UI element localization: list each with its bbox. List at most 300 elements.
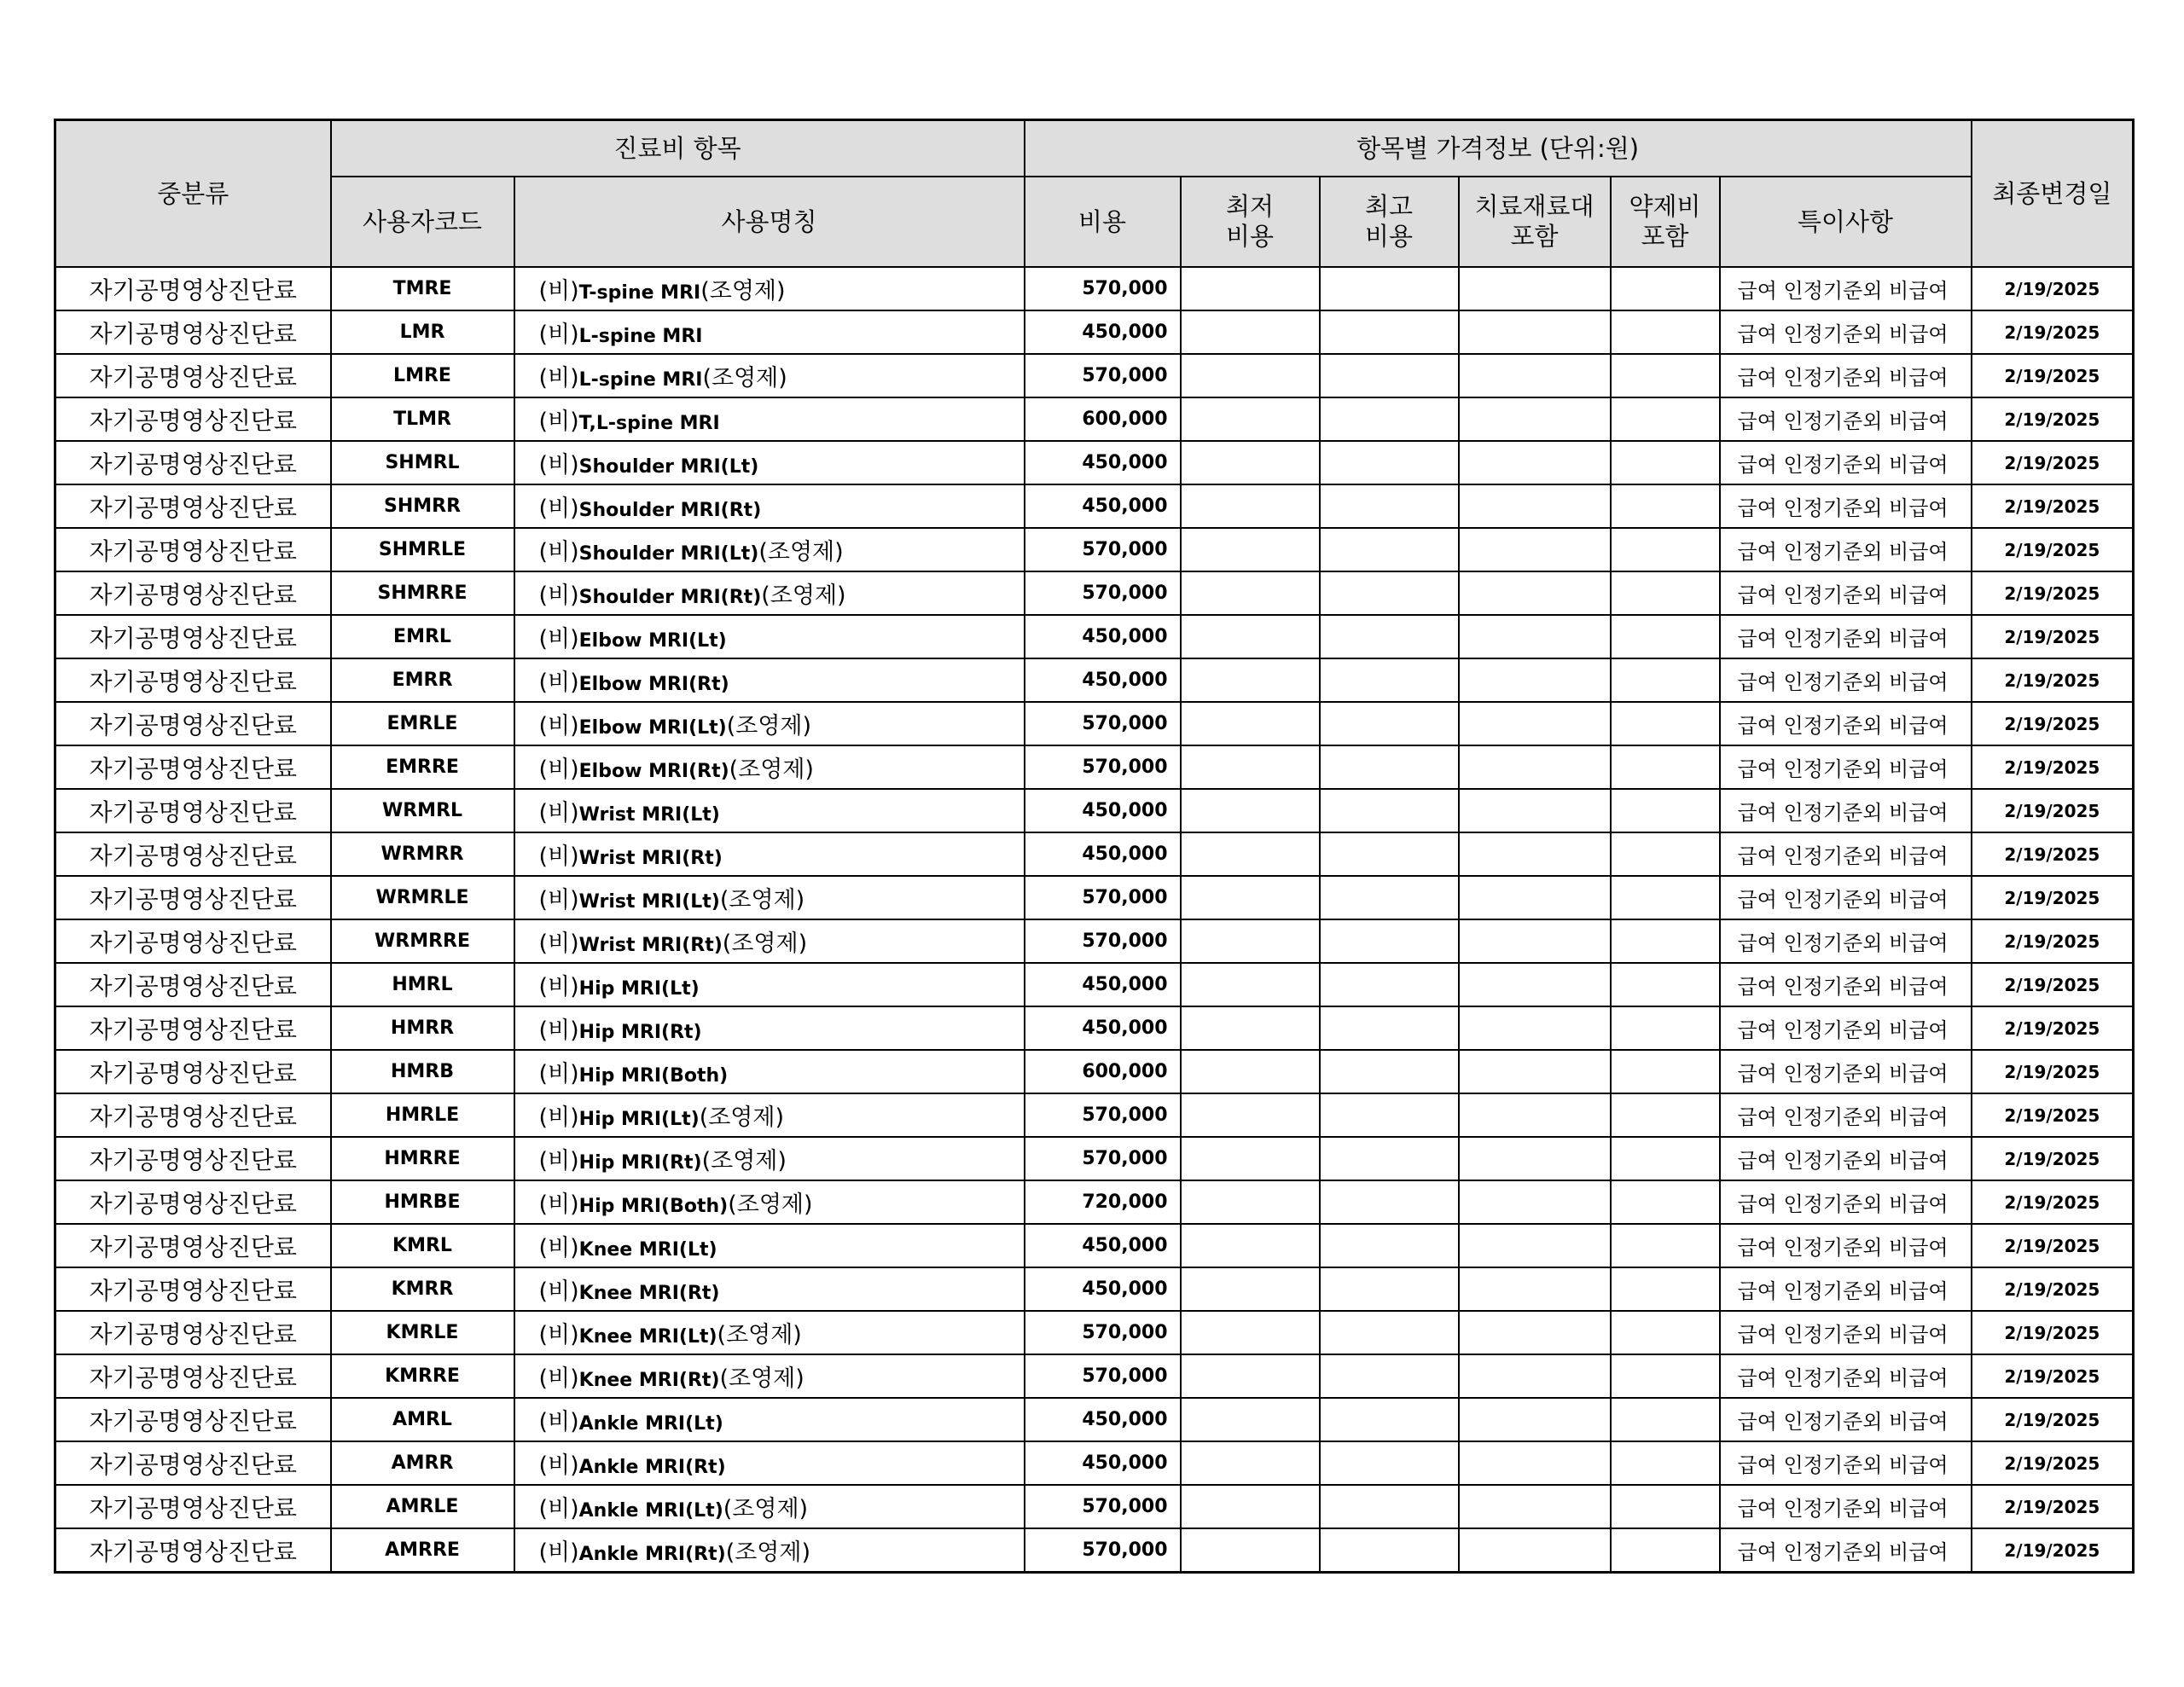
min-cost-cell xyxy=(1181,1311,1320,1354)
drug-cell xyxy=(1611,658,1720,702)
name-text: Shoulder MRI(Rt) xyxy=(578,587,762,608)
code-cell: SHMRR xyxy=(331,484,514,528)
cost-cell: 570,000 xyxy=(1025,267,1181,310)
date-cell: 2/19/2025 xyxy=(1972,1485,2134,1528)
min-cost-cell xyxy=(1181,658,1320,702)
min-cost-cell xyxy=(1181,1224,1320,1267)
category-cell: 자기공명영상진단료 xyxy=(55,919,331,963)
cost-cell: 570,000 xyxy=(1025,571,1181,615)
table-row xyxy=(55,397,2134,441)
drug-cell xyxy=(1611,1180,1720,1224)
name-prefix: (비) xyxy=(538,1365,579,1392)
material-cell xyxy=(1459,267,1611,310)
note-cell: 급여 인정기준외 비급여 xyxy=(1720,528,1972,571)
note-cell: 급여 인정기준외 비급여 xyxy=(1720,1354,1972,1398)
max-cost-cell xyxy=(1320,1224,1459,1267)
name-prefix: (비) xyxy=(538,1191,579,1218)
material-cell xyxy=(1459,354,1611,397)
note-cell: 급여 인정기준외 비급여 xyxy=(1720,919,1972,963)
max-cost-cell xyxy=(1320,1137,1459,1180)
min-cost-cell xyxy=(1181,1137,1320,1180)
cost-cell: 450,000 xyxy=(1025,1006,1181,1050)
name-prefix: (비) xyxy=(538,757,579,783)
header-drug-line1: 약제비 xyxy=(1629,192,1701,222)
code-cell: WRMRL xyxy=(331,789,514,832)
header-group-price: 항목별 가격정보 (단위:원) xyxy=(1025,120,1972,177)
name-cell xyxy=(514,702,1025,745)
name-prefix: (비) xyxy=(538,278,579,304)
max-cost-cell xyxy=(1320,1006,1459,1050)
table-row xyxy=(55,1137,2134,1180)
header-category: 중분류 xyxy=(55,120,331,268)
note-cell: 급여 인정기준외 비급여 xyxy=(1720,310,1972,354)
drug-cell xyxy=(1611,789,1720,832)
table-row xyxy=(55,1528,2134,1573)
material-cell xyxy=(1459,1311,1611,1354)
name-cell xyxy=(514,658,1025,702)
max-cost-cell xyxy=(1320,658,1459,702)
name-suffix: (조영제) xyxy=(723,1496,809,1522)
name-text: Ankle MRI(Rt) xyxy=(578,1457,726,1478)
drug-cell xyxy=(1611,1311,1720,1354)
header-material-line1: 치료재료대 xyxy=(1474,192,1594,222)
table-row xyxy=(55,1224,2134,1267)
drug-cell xyxy=(1611,745,1720,789)
name-text: Wrist MRI(Lt) xyxy=(578,804,720,826)
header-drug-line2: 포함 xyxy=(1641,222,1689,251)
table-row xyxy=(55,745,2134,789)
min-cost-cell xyxy=(1181,1354,1320,1398)
name-text: Hip MRI(Lt) xyxy=(578,1109,700,1130)
table-row xyxy=(55,658,2134,702)
name-prefix: (비) xyxy=(538,1409,579,1435)
name-prefix: (비) xyxy=(538,1452,579,1479)
cost-cell: 450,000 xyxy=(1025,441,1181,484)
name-suffix: (조영제) xyxy=(702,365,787,391)
material-cell xyxy=(1459,832,1611,876)
name-cell xyxy=(514,1485,1025,1528)
name-prefix: (비) xyxy=(538,887,579,913)
date-cell: 2/19/2025 xyxy=(1972,354,2134,397)
name-cell xyxy=(514,1398,1025,1441)
header-max-cost xyxy=(1320,177,1459,267)
name-text: Wrist MRI(Lt) xyxy=(578,891,720,913)
table-row xyxy=(55,1485,2134,1528)
note-cell: 급여 인정기준외 비급여 xyxy=(1720,876,1972,919)
note-cell: 급여 인정기준외 비급여 xyxy=(1720,789,1972,832)
table-body xyxy=(55,267,2134,1573)
cost-cell: 570,000 xyxy=(1025,1311,1181,1354)
cost-cell: 570,000 xyxy=(1025,354,1181,397)
header-min-cost-line2: 비용 xyxy=(1226,222,1275,251)
name-cell xyxy=(514,484,1025,528)
name-cell xyxy=(514,267,1025,310)
cost-cell: 600,000 xyxy=(1025,1050,1181,1093)
drug-cell xyxy=(1611,963,1720,1006)
cost-cell: 570,000 xyxy=(1025,876,1181,919)
drug-cell xyxy=(1611,1267,1720,1311)
name-suffix: (조영제) xyxy=(719,1365,804,1392)
code-cell: HMRRE xyxy=(331,1137,514,1180)
note-cell: 급여 인정기준외 비급여 xyxy=(1720,354,1972,397)
table-row xyxy=(55,1006,2134,1050)
name-prefix: (비) xyxy=(538,1061,579,1087)
max-cost-cell xyxy=(1320,615,1459,658)
name-cell xyxy=(514,789,1025,832)
table-row xyxy=(55,528,2134,571)
category-cell: 자기공명영상진단료 xyxy=(55,832,331,876)
name-suffix: (조영제) xyxy=(717,1322,802,1348)
date-cell: 2/19/2025 xyxy=(1972,1354,2134,1398)
category-cell: 자기공명영상진단료 xyxy=(55,876,331,919)
table-row xyxy=(55,876,2134,919)
code-cell: LMR xyxy=(331,310,514,354)
cost-cell: 450,000 xyxy=(1025,1398,1181,1441)
name-text: Knee MRI(Rt) xyxy=(578,1370,720,1391)
name-prefix: (비) xyxy=(538,496,579,522)
max-cost-cell xyxy=(1320,484,1459,528)
cost-cell: 450,000 xyxy=(1025,1267,1181,1311)
material-cell xyxy=(1459,963,1611,1006)
category-cell: 자기공명영상진단료 xyxy=(55,1006,331,1050)
name-cell xyxy=(514,354,1025,397)
note-cell: 급여 인정기준외 비급여 xyxy=(1720,1441,1972,1485)
date-cell: 2/19/2025 xyxy=(1972,702,2134,745)
note-cell: 급여 인정기준외 비급여 xyxy=(1720,1224,1972,1267)
code-cell: HMRL xyxy=(331,963,514,1006)
name-cell xyxy=(514,1093,1025,1137)
date-cell: 2/19/2025 xyxy=(1972,528,2134,571)
drug-cell xyxy=(1611,1398,1720,1441)
category-cell: 자기공명영상진단료 xyxy=(55,702,331,745)
note-cell: 급여 인정기준외 비급여 xyxy=(1720,484,1972,528)
name-cell xyxy=(514,1441,1025,1485)
drug-cell xyxy=(1611,1093,1720,1137)
code-cell: KMRRE xyxy=(331,1354,514,1398)
drug-cell xyxy=(1611,354,1720,397)
material-cell xyxy=(1459,310,1611,354)
code-cell: WRMRRE xyxy=(331,919,514,963)
min-cost-cell xyxy=(1181,397,1320,441)
category-cell: 자기공명영상진단료 xyxy=(55,1050,331,1093)
material-cell xyxy=(1459,876,1611,919)
date-cell: 2/19/2025 xyxy=(1972,1441,2134,1485)
drug-cell xyxy=(1611,1006,1720,1050)
min-cost-cell xyxy=(1181,745,1320,789)
name-cell xyxy=(514,919,1025,963)
table-row xyxy=(55,1093,2134,1137)
name-cell xyxy=(514,1528,1025,1573)
category-cell: 자기공명영상진단료 xyxy=(55,571,331,615)
table-row xyxy=(55,484,2134,528)
drug-cell xyxy=(1611,832,1720,876)
table-row xyxy=(55,789,2134,832)
min-cost-cell xyxy=(1181,1050,1320,1093)
max-cost-cell xyxy=(1320,1050,1459,1093)
min-cost-cell xyxy=(1181,1180,1320,1224)
name-text: Elbow MRI(Lt) xyxy=(578,717,727,739)
table-row xyxy=(55,1180,2134,1224)
category-cell: 자기공명영상진단료 xyxy=(55,1528,331,1573)
note-cell: 급여 인정기준외 비급여 xyxy=(1720,1485,1972,1528)
max-cost-cell xyxy=(1320,1398,1459,1441)
code-cell: KMRR xyxy=(331,1267,514,1311)
material-cell xyxy=(1459,1398,1611,1441)
cost-cell: 570,000 xyxy=(1025,528,1181,571)
date-cell: 2/19/2025 xyxy=(1972,310,2134,354)
material-cell xyxy=(1459,441,1611,484)
material-cell xyxy=(1459,745,1611,789)
date-cell: 2/19/2025 xyxy=(1972,745,2134,789)
note-cell: 급여 인정기준외 비급여 xyxy=(1720,832,1972,876)
min-cost-cell xyxy=(1181,963,1320,1006)
max-cost-cell xyxy=(1320,702,1459,745)
code-cell: AMRRE xyxy=(331,1528,514,1573)
category-cell: 자기공명영상진단료 xyxy=(55,1398,331,1441)
max-cost-cell xyxy=(1320,1528,1459,1573)
name-cell xyxy=(514,1137,1025,1180)
name-text: Ankle MRI(Rt) xyxy=(578,1544,726,1565)
date-cell: 2/19/2025 xyxy=(1972,1311,2134,1354)
max-cost-cell xyxy=(1320,876,1459,919)
note-cell: 급여 인정기준외 비급여 xyxy=(1720,1180,1972,1224)
category-cell: 자기공명영상진단료 xyxy=(55,789,331,832)
note-cell: 급여 인정기준외 비급여 xyxy=(1720,1137,1972,1180)
date-cell: 2/19/2025 xyxy=(1972,919,2134,963)
note-cell: 급여 인정기준외 비급여 xyxy=(1720,702,1972,745)
min-cost-cell xyxy=(1181,1093,1320,1137)
note-cell: 급여 인정기준외 비급여 xyxy=(1720,1398,1972,1441)
name-prefix: (비) xyxy=(538,1017,579,1044)
date-cell: 2/19/2025 xyxy=(1972,441,2134,484)
code-cell: KMRLE xyxy=(331,1311,514,1354)
name-suffix: (조영제) xyxy=(729,757,814,783)
min-cost-cell xyxy=(1181,571,1320,615)
cost-cell: 570,000 xyxy=(1025,1137,1181,1180)
max-cost-cell xyxy=(1320,1180,1459,1224)
min-cost-cell xyxy=(1181,441,1320,484)
code-cell: SHMRRE xyxy=(331,571,514,615)
min-cost-cell xyxy=(1181,354,1320,397)
date-cell: 2/19/2025 xyxy=(1972,1267,2134,1311)
drug-cell xyxy=(1611,528,1720,571)
code-cell: HMRBE xyxy=(331,1180,514,1224)
date-cell: 2/19/2025 xyxy=(1972,658,2134,702)
cost-cell: 450,000 xyxy=(1025,1224,1181,1267)
drug-cell xyxy=(1611,267,1720,310)
material-cell xyxy=(1459,1441,1611,1485)
material-cell xyxy=(1459,1354,1611,1398)
name-cell xyxy=(514,310,1025,354)
cost-cell: 570,000 xyxy=(1025,919,1181,963)
name-text: Wrist MRI(Rt) xyxy=(578,848,723,869)
header-cost: 비용 xyxy=(1025,177,1181,267)
drug-cell xyxy=(1611,1137,1720,1180)
name-prefix: (비) xyxy=(538,322,579,348)
code-cell: TMRE xyxy=(331,267,514,310)
drug-cell xyxy=(1611,1485,1720,1528)
code-cell: SHMRL xyxy=(331,441,514,484)
min-cost-cell xyxy=(1181,1485,1320,1528)
material-cell xyxy=(1459,1050,1611,1093)
cost-cell: 450,000 xyxy=(1025,658,1181,702)
category-cell: 자기공명영상진단료 xyxy=(55,1224,331,1267)
category-cell: 자기공명영상진단료 xyxy=(55,1180,331,1224)
material-cell xyxy=(1459,528,1611,571)
cost-cell: 450,000 xyxy=(1025,1441,1181,1485)
category-cell: 자기공명영상진단료 xyxy=(55,310,331,354)
note-cell: 급여 인정기준외 비급여 xyxy=(1720,267,1972,310)
name-text: Ankle MRI(Lt) xyxy=(578,1413,723,1435)
max-cost-cell xyxy=(1320,745,1459,789)
date-cell: 2/19/2025 xyxy=(1972,789,2134,832)
name-cell xyxy=(514,1354,1025,1398)
name-prefix: (비) xyxy=(538,365,579,391)
drug-cell xyxy=(1611,1224,1720,1267)
date-cell: 2/19/2025 xyxy=(1972,1137,2134,1180)
table-row xyxy=(55,571,2134,615)
note-cell: 급여 인정기준외 비급여 xyxy=(1720,615,1972,658)
drug-cell xyxy=(1611,484,1720,528)
name-text: Elbow MRI(Rt) xyxy=(578,674,729,695)
cost-cell: 450,000 xyxy=(1025,832,1181,876)
note-cell: 급여 인정기준외 비급여 xyxy=(1720,1006,1972,1050)
name-suffix: (조영제) xyxy=(699,1104,785,1131)
name-text: Hip MRI(Lt) xyxy=(578,978,700,1000)
category-cell: 자기공명영상진단료 xyxy=(55,1485,331,1528)
name-text: Shoulder MRI(Lt) xyxy=(578,456,759,478)
name-prefix: (비) xyxy=(538,452,579,478)
category-cell: 자기공명영상진단료 xyxy=(55,745,331,789)
material-cell xyxy=(1459,658,1611,702)
category-cell: 자기공명영상진단료 xyxy=(55,354,331,397)
code-cell: TLMR xyxy=(331,397,514,441)
material-cell xyxy=(1459,571,1611,615)
name-suffix: (조영제) xyxy=(700,278,786,304)
name-cell xyxy=(514,441,1025,484)
table-row xyxy=(55,267,2134,310)
material-cell xyxy=(1459,1006,1611,1050)
name-prefix: (비) xyxy=(538,670,579,696)
table-header xyxy=(55,120,2134,268)
name-text: Shoulder MRI(Rt) xyxy=(578,500,762,521)
table-row xyxy=(55,354,2134,397)
date-cell: 2/19/2025 xyxy=(1972,876,2134,919)
name-cell xyxy=(514,615,1025,658)
date-cell: 2/19/2025 xyxy=(1972,1006,2134,1050)
name-prefix: (비) xyxy=(538,1148,579,1174)
drug-cell xyxy=(1611,1441,1720,1485)
table-row xyxy=(55,1354,2134,1398)
table-row xyxy=(55,919,2134,963)
name-suffix: (조영제) xyxy=(701,1148,787,1174)
header-user-name: 사용명칭 xyxy=(514,177,1025,267)
min-cost-cell xyxy=(1181,484,1320,528)
code-cell: KMRL xyxy=(331,1224,514,1267)
material-cell xyxy=(1459,615,1611,658)
code-cell: HMRB xyxy=(331,1050,514,1093)
drug-cell xyxy=(1611,876,1720,919)
date-cell: 2/19/2025 xyxy=(1972,1224,2134,1267)
name-prefix: (비) xyxy=(538,1235,579,1261)
min-cost-cell xyxy=(1181,789,1320,832)
category-cell: 자기공명영상진단료 xyxy=(55,267,331,310)
name-prefix: (비) xyxy=(538,409,579,435)
material-cell xyxy=(1459,1093,1611,1137)
material-cell xyxy=(1459,1528,1611,1573)
name-prefix: (비) xyxy=(538,800,579,826)
header-max-cost-line1: 최고 xyxy=(1365,192,1414,222)
min-cost-cell xyxy=(1181,1441,1320,1485)
name-prefix: (비) xyxy=(538,1539,579,1566)
max-cost-cell xyxy=(1320,789,1459,832)
cost-cell: 450,000 xyxy=(1025,310,1181,354)
category-cell: 자기공명영상진단료 xyxy=(55,1267,331,1311)
date-cell: 2/19/2025 xyxy=(1972,1528,2134,1573)
name-suffix: (조영제) xyxy=(725,1539,811,1566)
name-cell xyxy=(514,1311,1025,1354)
code-cell: AMRL xyxy=(331,1398,514,1441)
drug-cell xyxy=(1611,702,1720,745)
drug-cell xyxy=(1611,615,1720,658)
category-cell: 자기공명영상진단료 xyxy=(55,1354,331,1398)
name-suffix: (조영제) xyxy=(728,1191,813,1218)
table-row xyxy=(55,1398,2134,1441)
fee-table xyxy=(54,119,2135,1574)
note-cell: 급여 인정기준외 비급여 xyxy=(1720,745,1972,789)
cost-cell: 570,000 xyxy=(1025,1354,1181,1398)
table-row xyxy=(55,1441,2134,1485)
material-cell xyxy=(1459,1224,1611,1267)
name-cell xyxy=(514,832,1025,876)
code-cell: WRMRLE xyxy=(331,876,514,919)
name-cell xyxy=(514,1180,1025,1224)
category-cell: 자기공명영상진단료 xyxy=(55,615,331,658)
note-cell: 급여 인정기준외 비급여 xyxy=(1720,441,1972,484)
name-cell xyxy=(514,1224,1025,1267)
name-text: T,L-spine MRI xyxy=(578,413,720,434)
date-cell: 2/19/2025 xyxy=(1972,267,2134,310)
name-prefix: (비) xyxy=(538,1278,579,1305)
name-suffix: (조영제) xyxy=(719,887,805,913)
code-cell: AMRR xyxy=(331,1441,514,1485)
name-cell xyxy=(514,528,1025,571)
max-cost-cell xyxy=(1320,441,1459,484)
name-text: Elbow MRI(Lt) xyxy=(578,630,727,652)
header-drug xyxy=(1611,177,1720,267)
table-row xyxy=(55,1267,2134,1311)
note-cell: 급여 인정기준외 비급여 xyxy=(1720,1528,1972,1573)
name-prefix: (비) xyxy=(538,713,579,739)
max-cost-cell xyxy=(1320,354,1459,397)
table-row xyxy=(55,441,2134,484)
cost-cell: 600,000 xyxy=(1025,397,1181,441)
material-cell xyxy=(1459,397,1611,441)
note-cell: 급여 인정기준외 비급여 xyxy=(1720,1311,1972,1354)
material-cell xyxy=(1459,919,1611,963)
category-cell: 자기공명영상진단료 xyxy=(55,658,331,702)
max-cost-cell xyxy=(1320,1485,1459,1528)
name-suffix: (조영제) xyxy=(758,539,844,565)
max-cost-cell xyxy=(1320,1441,1459,1485)
drug-cell xyxy=(1611,441,1720,484)
name-cell xyxy=(514,571,1025,615)
name-prefix: (비) xyxy=(538,844,579,870)
min-cost-cell xyxy=(1181,528,1320,571)
name-text: Ankle MRI(Lt) xyxy=(578,1500,723,1522)
cost-cell: 570,000 xyxy=(1025,1093,1181,1137)
name-cell xyxy=(514,397,1025,441)
